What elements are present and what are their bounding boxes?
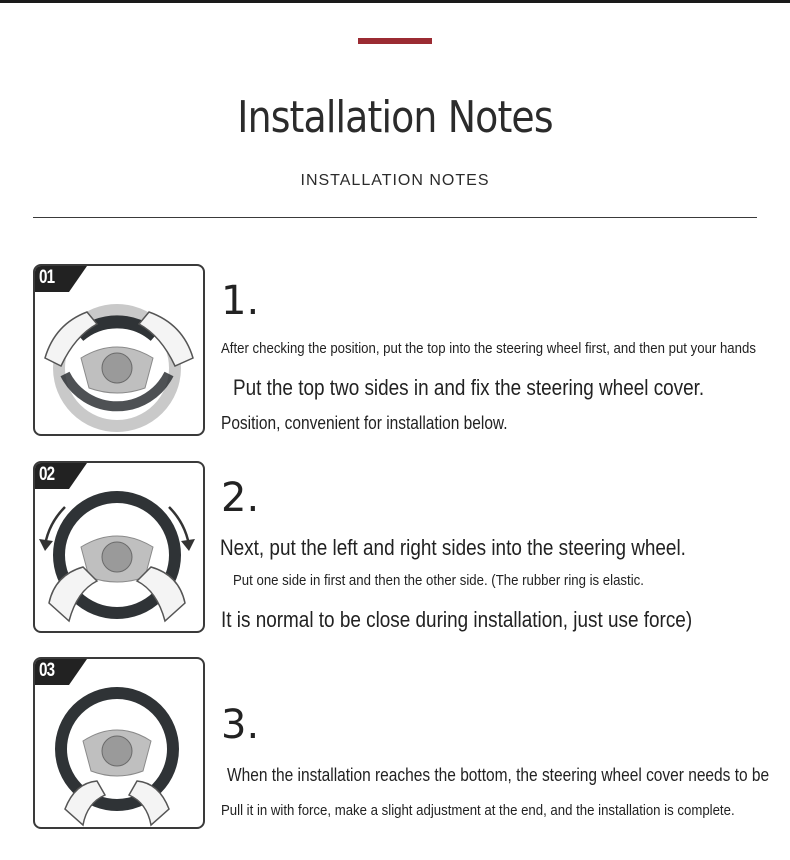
step-text-line: After checking the position, put the top into the steering wheel first, and then put your hands [221, 340, 756, 357]
step-text-line: Put one side in first and then the other side. (The rubber ring is elastic. [233, 572, 644, 589]
header-divider [33, 217, 757, 218]
step-number: 2. [221, 475, 260, 521]
step-number: 1. [221, 278, 260, 324]
step-text-line: Next, put the left and right sides into the steering wheel. [220, 535, 686, 560]
step-1-illustration [33, 264, 205, 436]
step-text-line: Put the top two sides in and fix the steering wheel cover. [233, 375, 705, 400]
step-number: 3. [221, 702, 260, 748]
step-badge [35, 659, 87, 685]
step-2-illustration [33, 461, 205, 633]
step-text-line: It is normal to be close during installation, just use force) [221, 607, 693, 632]
step-badge-number: 02 [39, 464, 55, 485]
accent-bar [358, 38, 432, 44]
top-rule [0, 0, 790, 3]
step-text-line: When the installation reaches the bottom, the steering wheel cover needs to be [227, 765, 770, 785]
page-subtitle: INSTALLATION NOTES [300, 172, 490, 189]
step-badge [35, 266, 87, 292]
step-text-line: Pull it in with force, make a slight adjustment at the end, and the installation is complete. [221, 802, 735, 819]
step-badge [35, 463, 87, 489]
step-text-line: Position, convenient for installation below. [221, 413, 508, 433]
step-3-illustration [33, 657, 205, 829]
step-badge-number: 01 [39, 267, 55, 288]
page-title: Installation Notes [237, 92, 553, 143]
step-badge-number: 03 [39, 660, 55, 681]
